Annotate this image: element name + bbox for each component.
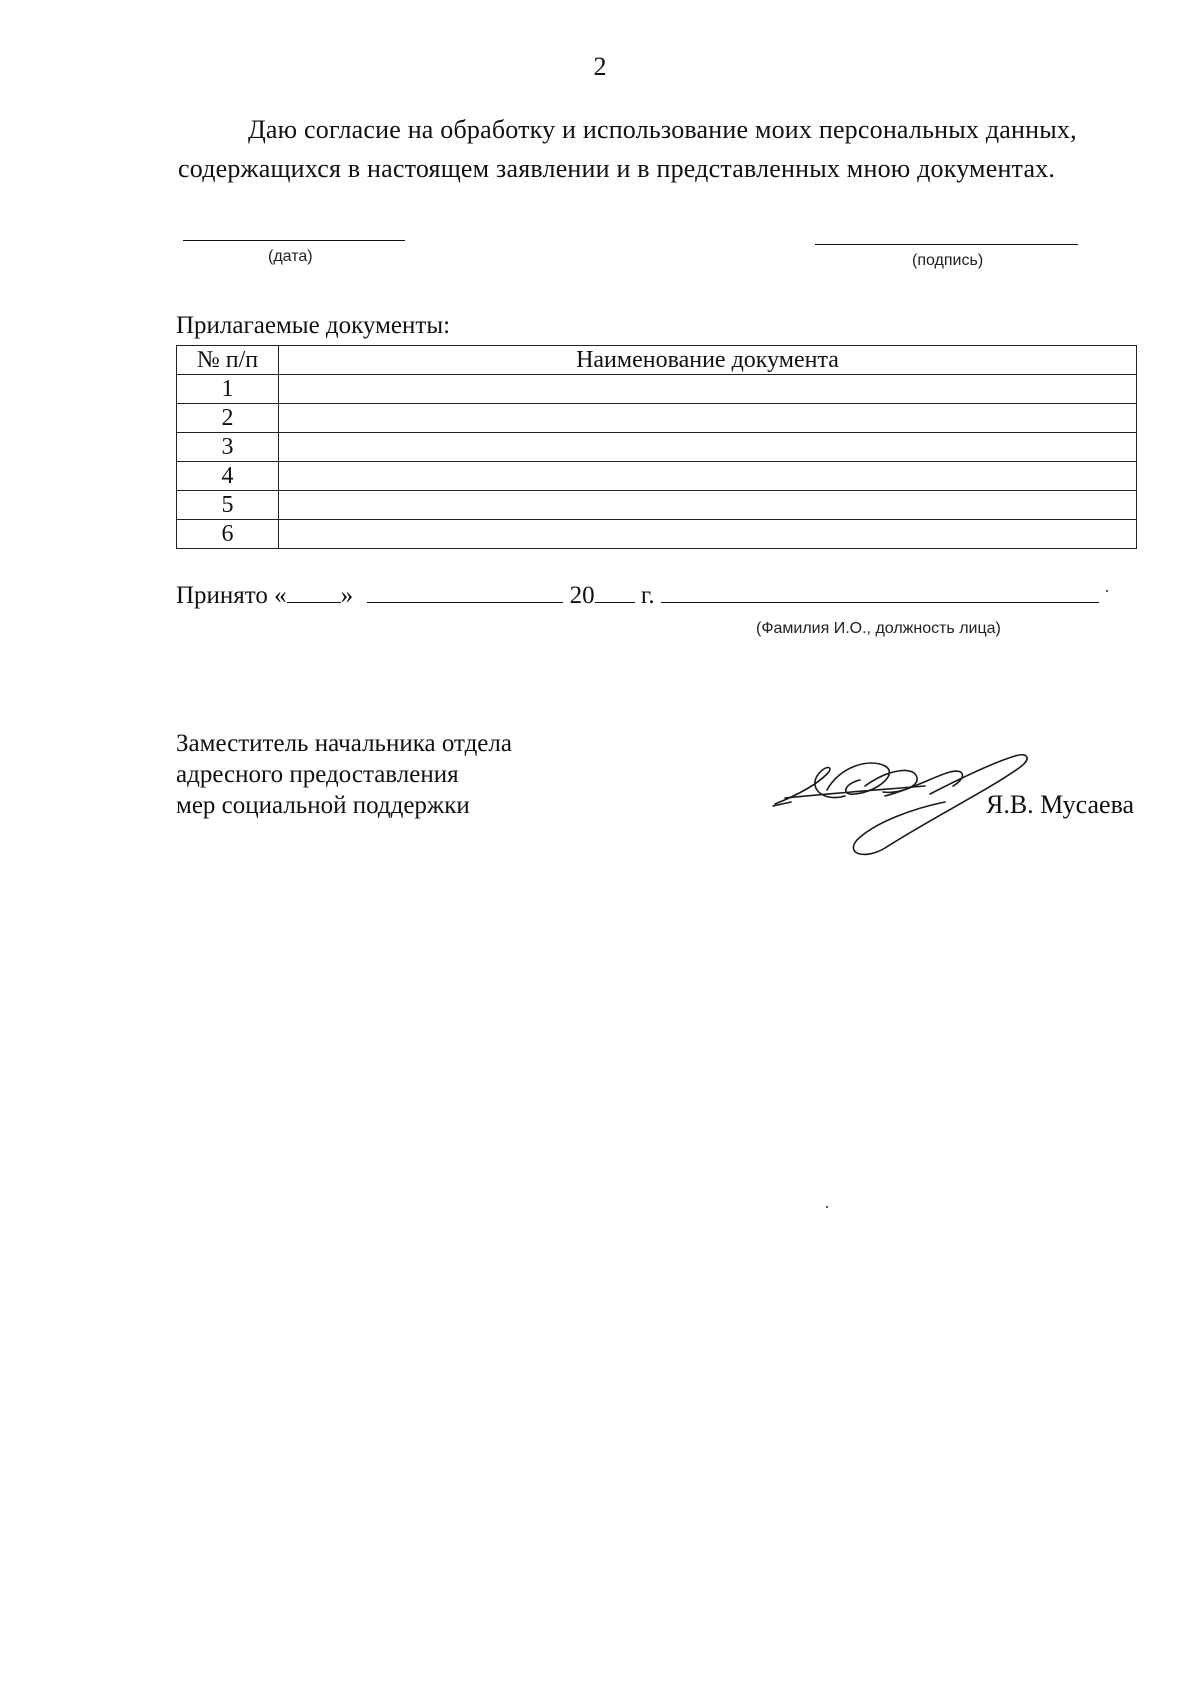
scan-speck bbox=[1106, 590, 1108, 592]
document-name-cell[interactable] bbox=[279, 404, 1137, 433]
document-name-cell[interactable] bbox=[279, 520, 1137, 549]
year-suffix: г. bbox=[640, 582, 655, 609]
table-row bbox=[177, 433, 1137, 462]
row-number: 5 bbox=[177, 491, 279, 520]
consent-paragraph bbox=[178, 110, 1178, 188]
table-row bbox=[177, 520, 1137, 549]
month-blank[interactable] bbox=[367, 580, 563, 603]
year-blank[interactable] bbox=[595, 580, 635, 603]
consent-line-1: Даю согласие на обработку и использование моих персональных данных, bbox=[248, 115, 1077, 144]
day-blank[interactable] bbox=[287, 580, 341, 603]
row-number: 6 bbox=[177, 520, 279, 549]
table-header-row bbox=[177, 346, 1137, 375]
document-name-cell[interactable] bbox=[279, 491, 1137, 520]
attached-documents-table bbox=[176, 345, 1137, 549]
table-row bbox=[177, 375, 1137, 404]
year-prefix: 20 bbox=[569, 582, 595, 609]
person-blank[interactable] bbox=[661, 580, 1099, 603]
signer-name: Я.В. Мусаева bbox=[986, 790, 1135, 819]
consent-line-2: содержащихся в настоящем заявлении и в представленных мною документах. bbox=[178, 154, 1056, 183]
accepted-prefix: Принято « bbox=[176, 582, 287, 609]
position-line-1: Заместитель начальника отдела bbox=[176, 730, 512, 757]
row-number: 3 bbox=[177, 433, 279, 462]
document-name-cell[interactable] bbox=[279, 433, 1137, 462]
row-number: 1 bbox=[177, 375, 279, 404]
date-label: (дата) bbox=[268, 248, 313, 265]
attached-documents-heading: Прилагаемые документы: bbox=[176, 312, 451, 339]
table-row bbox=[177, 491, 1137, 520]
accepted-close-quote: » bbox=[340, 582, 354, 609]
signature-label: (подпись) bbox=[912, 252, 984, 269]
document-name-cell[interactable] bbox=[279, 375, 1137, 404]
document-name-cell[interactable] bbox=[279, 462, 1137, 491]
row-number: 4 bbox=[177, 462, 279, 491]
table-row bbox=[177, 462, 1137, 491]
date-line[interactable] bbox=[183, 240, 405, 241]
signature-line[interactable] bbox=[815, 244, 1078, 245]
position-line-3: мер социальной поддержки bbox=[176, 792, 470, 819]
person-label: (Фамилия И.О., должность лица) bbox=[756, 620, 1001, 637]
signer-position bbox=[176, 728, 512, 821]
column-header-number: № п/п bbox=[177, 346, 279, 375]
column-header-document-name: Наименование документа bbox=[279, 346, 1137, 375]
page-number: 2 bbox=[593, 52, 607, 81]
accepted-line bbox=[176, 580, 1099, 610]
scan-speck bbox=[826, 1206, 828, 1208]
table-row bbox=[177, 404, 1137, 433]
position-line-2: адресного предоставления bbox=[176, 761, 459, 788]
row-number: 2 bbox=[177, 404, 279, 433]
